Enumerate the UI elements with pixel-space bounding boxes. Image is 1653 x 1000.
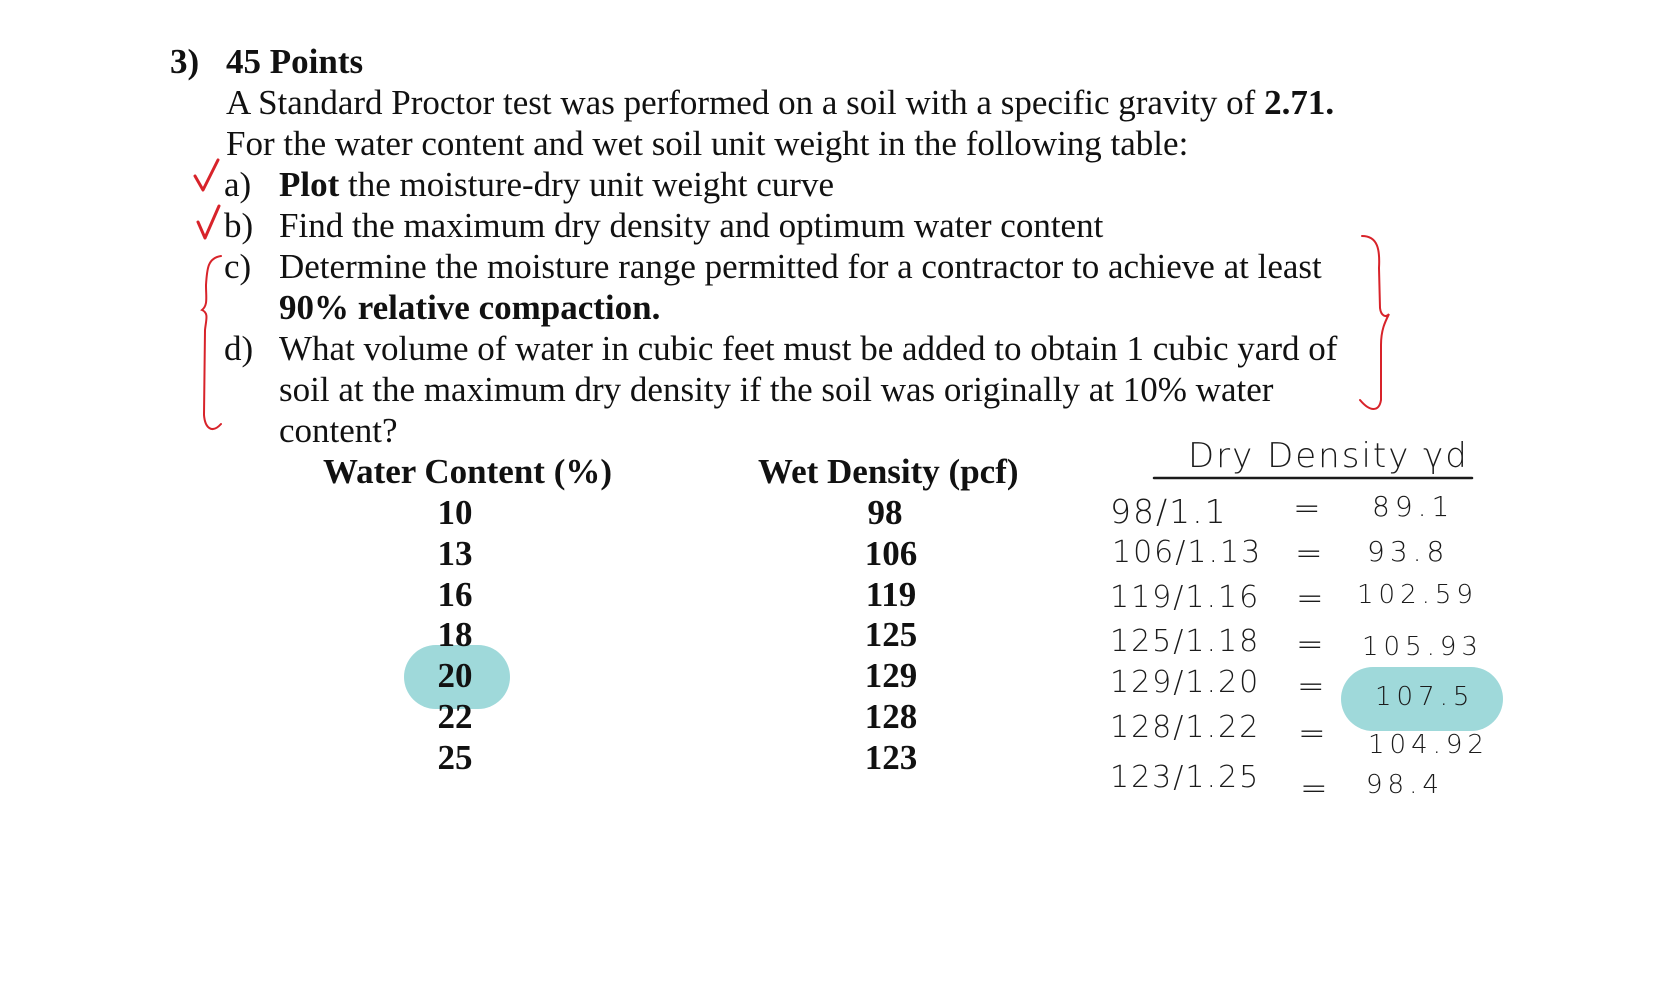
wet-density-cell: 106 xyxy=(864,534,918,573)
water-content-cell: 16 xyxy=(437,575,473,614)
wet-density-cell: 119 xyxy=(865,575,917,614)
wet-density-cell: 129 xyxy=(864,656,918,695)
wet-density-cell: 98 xyxy=(867,493,903,532)
handwritten-expr: 125/1.18 xyxy=(1110,624,1261,659)
part-d-label: d) xyxy=(224,329,254,368)
handwritten-expr: 129/1.20 xyxy=(1110,665,1261,700)
part-c-bold-line2: 90% relative compaction. xyxy=(279,288,661,327)
handwritten-expr: 98/1.1 xyxy=(1110,492,1228,531)
part-c-text: Determine the moisture range permitted for a contractor to achieve at least xyxy=(279,247,1322,286)
handwritten-eq: = xyxy=(1295,533,1325,572)
handwritten-result: 105.93 xyxy=(1362,632,1483,662)
handwritten-eq: = xyxy=(1293,488,1323,527)
part-d-line1: What volume of water in cubic feet must be added to obtain 1 cubic yard of xyxy=(279,329,1338,368)
handwritten-expr: 119/1.16 xyxy=(1110,580,1261,615)
handwritten-expr: 123/1.25 xyxy=(1110,760,1261,795)
left-brace-icon xyxy=(202,256,221,429)
table-header-water-content: Water Content (%) xyxy=(323,452,613,491)
water-content-cell: 25 xyxy=(437,738,473,777)
handwritten-result: 89.1 xyxy=(1372,490,1455,523)
water-content-cell: 10 xyxy=(437,493,473,532)
water-content-cell: 22 xyxy=(437,697,473,736)
water-content-cell: 13 xyxy=(437,534,473,573)
water-content-cell-highlighted: 20 xyxy=(437,656,473,695)
handwritten-expr: 106/1.13 xyxy=(1112,535,1263,570)
handwritten-eq: = xyxy=(1300,768,1330,807)
water-content-cell: 18 xyxy=(437,615,473,654)
part-a-label: a) xyxy=(224,165,252,204)
handwritten-header: Dry Density γd xyxy=(1188,436,1469,476)
handwritten-result: 98.4 xyxy=(1366,770,1444,800)
handwritten-eq: = xyxy=(1297,666,1327,705)
wet-density-cell: 123 xyxy=(864,738,918,777)
part-b-label: b) xyxy=(224,206,254,245)
specific-gravity-value: 2.71. xyxy=(1264,83,1335,122)
part-a-bold-lead: Plot xyxy=(279,165,340,204)
checkmark-icon xyxy=(198,206,219,238)
handwritten-eq: = xyxy=(1296,624,1326,663)
handwritten-result-max: 107.5 xyxy=(1375,682,1475,712)
part-d-line2: soil at the maximum dry density if the soil was originally at 10% water xyxy=(279,370,1274,409)
handwritten-result: 102.59 xyxy=(1357,580,1478,610)
checkmark-icon xyxy=(195,160,218,190)
table-header-wet-density: Wet Density (pcf) xyxy=(758,452,1019,491)
part-a-rest: the moisture-dry unit weight curve xyxy=(339,165,834,204)
wet-density-cell: 125 xyxy=(864,615,918,654)
part-d-line3: content? xyxy=(279,411,398,450)
handwritten-result: 104.92 xyxy=(1368,730,1489,760)
part-c-label: c) xyxy=(224,247,252,286)
handwritten-eq: = xyxy=(1296,578,1326,617)
intro-text: A Standard Proctor test was performed on a soil with a specific gravity of xyxy=(226,83,1265,122)
handwritten-eq: = xyxy=(1298,713,1328,752)
part-b-text: Find the maximum dry density and optimum water content xyxy=(279,206,1104,245)
question-intro-line2: For the water content and wet soil unit weight in the following table: xyxy=(226,124,1189,163)
question-number: 3) xyxy=(170,42,200,81)
wet-density-cell: 128 xyxy=(864,697,918,736)
handwritten-expr: 128/1.22 xyxy=(1110,710,1261,745)
handwritten-result: 93.8 xyxy=(1367,535,1450,568)
question-points: 45 Points xyxy=(226,42,364,81)
right-brace-icon xyxy=(1360,236,1389,409)
